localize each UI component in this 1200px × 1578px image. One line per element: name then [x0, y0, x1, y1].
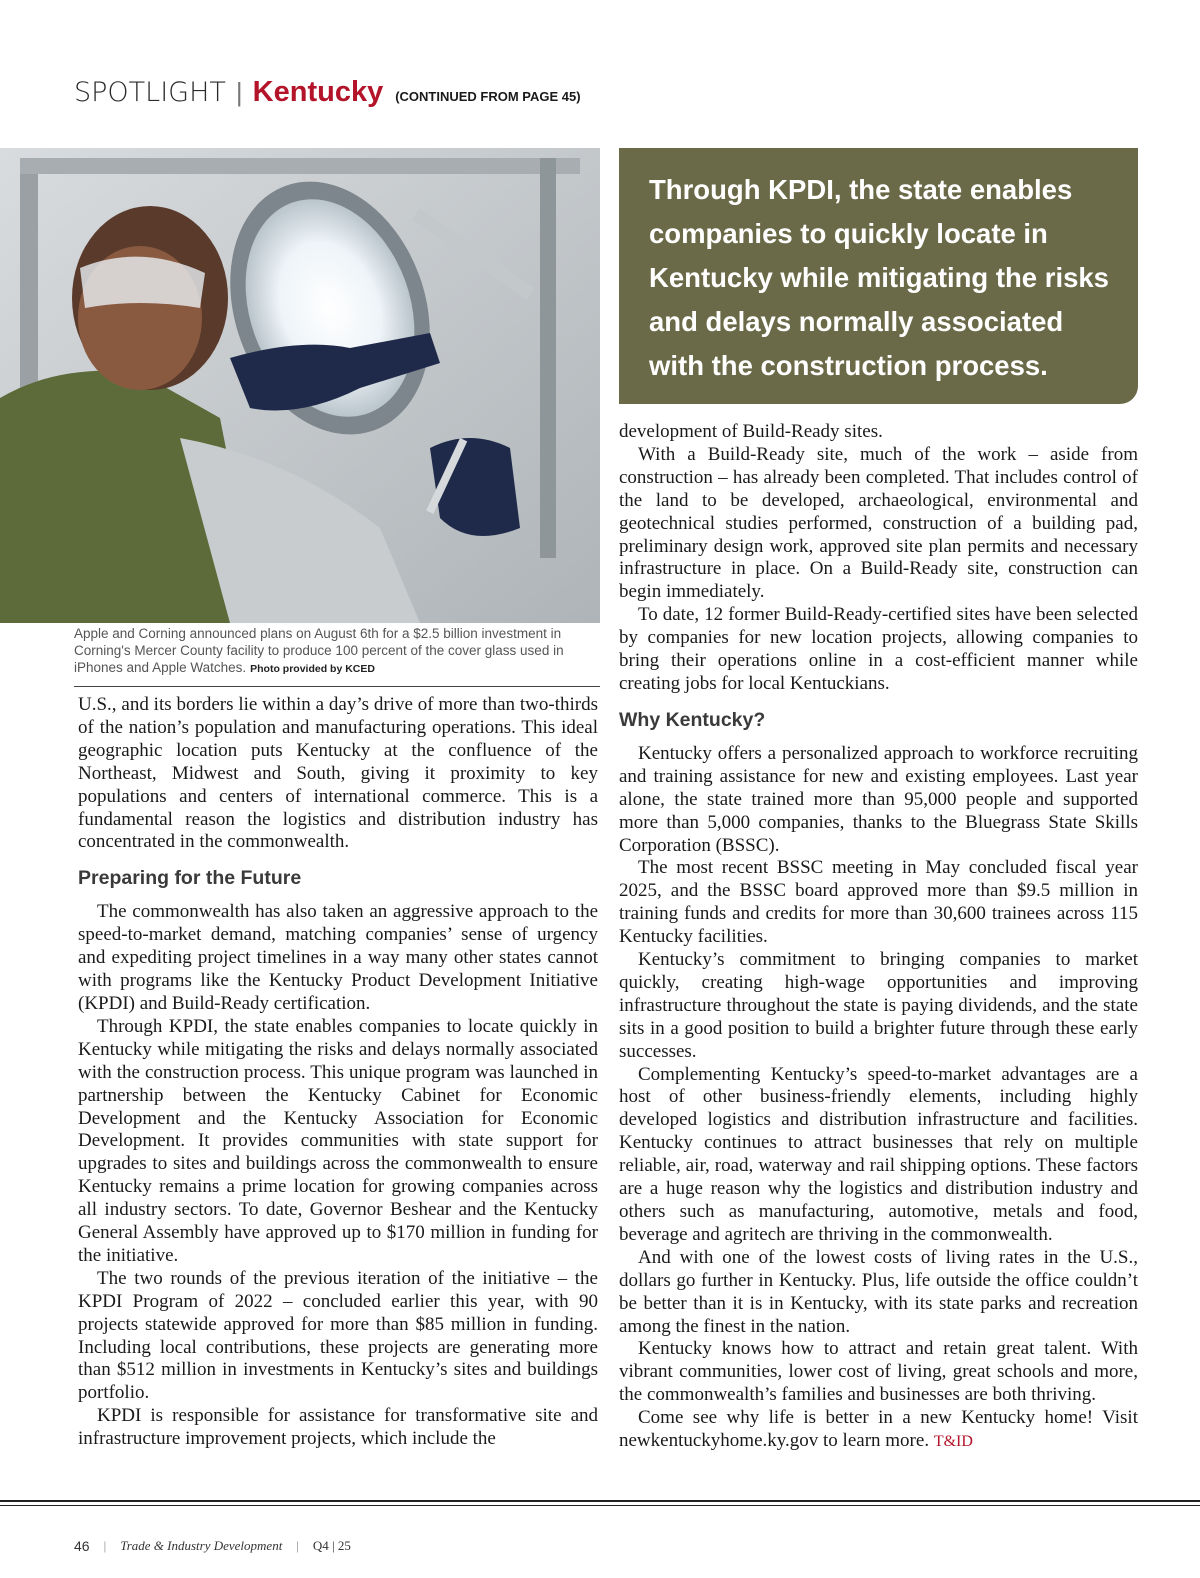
- lab-worker-photo: [0, 148, 600, 623]
- paragraph: KPDI is responsible for assistance for transformative site and infrastructure improvement projects, which include the: [78, 1405, 598, 1450]
- photo-caption: [74, 625, 599, 678]
- paragraph: Kentucky’s commitment to bringing companies to market quickly, creating high-wage opportunities and improving infrastructure throughout the state is paying dividends, and the state sits in a good position to build a brighter future through these early successes.: [619, 949, 1138, 1062]
- paragraph: Complementing Kentucky’s speed-to-market advantages are a host of other business-friendly elements, including highly developed logistics and distribution infrastructure and facilities. Kentucky continues to attract businesses that rely on multiple reliable, air, road, waterway and rail shipping options. These factors are a huge reason why the logistics and distribution industry and others such as manufacturing, automotive, metals and food, beverage and agritech are thriving in the commonwealth.: [619, 1063, 1138, 1245]
- paragraph: The most recent BSSC meeting in May concluded fiscal year 2025, and the BSSC board approved more than $9.5 million in training funds and credits for more than 30,600 trainees across 115 Kentucky facilities.: [619, 857, 1138, 948]
- photo-credit: Photo provided by KCED: [250, 663, 375, 675]
- footer-rule: [0, 1505, 1200, 1506]
- paragraph: The commonwealth has also taken an aggressive approach to the speed-to-market demand, matching companies’ sense of urgency and expediting project timelines in a way many other states cannot with programs like the Kentucky Product Development Initiative (KPDI) and Build-Ready certification.: [78, 901, 598, 1014]
- paragraph: And with one of the lowest costs of living rates in the U.S., dollars go further in Kentucky. Plus, life outside the office couldn’t be better than it is in Kentucky, with its state parks and recreation among the finest in the nation.: [619, 1246, 1138, 1337]
- header-separator: |: [235, 77, 243, 107]
- footer-separator: |: [296, 1538, 299, 1553]
- section-label: SPOTLIGHT: [74, 77, 226, 108]
- closing-text: Come see why life is better in a new Kentucky home! Visit newkentuckyhome.ky.gov to learn more.: [619, 1407, 1138, 1452]
- paragraph: The two rounds of the previous iteration of the initiative – the KPDI Program of 2022 – concluded earlier this year, with 90 projects statewide approved for more than $85 million in funding. Including local contributions, these projects are generating more than $512 million in investments in Kentucky’s sites and buildings portfolio.: [78, 1267, 598, 1404]
- paragraph: With a Build-Ready site, much of the work – aside from construction – has already been completed. That includes control of the land to be developed, archaeological, environmental and geotechnical studies performed, construction of a building pad, preliminary design work, approved site plan permits and necessary infrastructure in place. On a Build-Ready site, construction can begin immediately.: [619, 443, 1138, 603]
- paragraph: U.S., and its borders lie within a day’s drive of more than two-thirds of the nation’s population and manufacturing operations. This ideal geographic location puts Kentucky at the confluence of the Northeast, Midwest and South, giving it proximity to key populations and centers of international commerce. This is a fundamental reason the logistics and distribution industry has concentrated in the commonwealth.: [78, 694, 598, 853]
- pull-quote: Through KPDI, the state enables companies to quickly locate in Kentucky while mitigating the risks and delays normally associated with the construction process.: [619, 148, 1138, 404]
- footer-separator: |: [103, 1538, 107, 1553]
- paragraph: development of Build-Ready sites.: [619, 421, 883, 442]
- issue-label: Q4 | 25: [312, 1538, 351, 1553]
- left-column: [78, 694, 598, 1451]
- page-header: [74, 76, 581, 116]
- paragraph: Kentucky knows how to attract and retain great talent. With vibrant communities, lower cost of living, great schools and more, the commonwealth’s families and businesses are both thriving.: [619, 1338, 1138, 1406]
- magazine-name: Trade & Industry Development: [120, 1538, 283, 1553]
- caption-divider: [74, 686, 600, 687]
- right-column: [619, 421, 1138, 1454]
- page-footer: [74, 1536, 351, 1556]
- paragraph: To date, 12 former Build-Ready-certified sites have been selected by companies for new location projects, allowing companies to bring their operations online in a cost-efficient manner while creating jobs for local Kentuckians.: [619, 604, 1138, 694]
- end-mark: T&ID: [933, 1433, 973, 1451]
- caption-text: Apple and Corning announced plans on August 6th for a $2.5 billion investment in Corning's Mercer County facility to produce 100 percent of the cover glass used in iPhones and Apple Watches.: [74, 626, 564, 675]
- section-heading: Preparing for the Future: [78, 867, 302, 890]
- page-number: 46: [74, 1538, 90, 1554]
- paragraph: [619, 1407, 1138, 1454]
- footer-rule: [0, 1500, 1200, 1502]
- paragraph: Kentucky offers a personalized approach to workforce recruiting and training assistance for new and existing employees. Last year alone, the state trained more than 95,000 people and supported more than 5,000 companies, thanks to the Bluegrass State Skills Corporation (BSSC).: [619, 742, 1138, 856]
- paragraph: Through KPDI, the state enables companies to locate quickly in Kentucky while mitigating the risks and delays normally associated with the construction process. This unique program was launched in partnership between the Kentucky Cabinet for Economic Development and the Kentucky Association for Economic Development. It provides communities with state support for upgrades to sites and buildings across the commonwealth to ensure Kentucky remains a prime location for growing companies across all industry sectors. To date, Governor Beshear and the Kentucky General Assembly have approved up to $170 million in funding for the initiative.: [78, 1015, 598, 1266]
- state-title: Kentucky: [252, 76, 384, 108]
- section-heading: Why Kentucky?: [619, 708, 766, 731]
- continued-note: (CONTINUED FROM PAGE 45): [395, 89, 581, 104]
